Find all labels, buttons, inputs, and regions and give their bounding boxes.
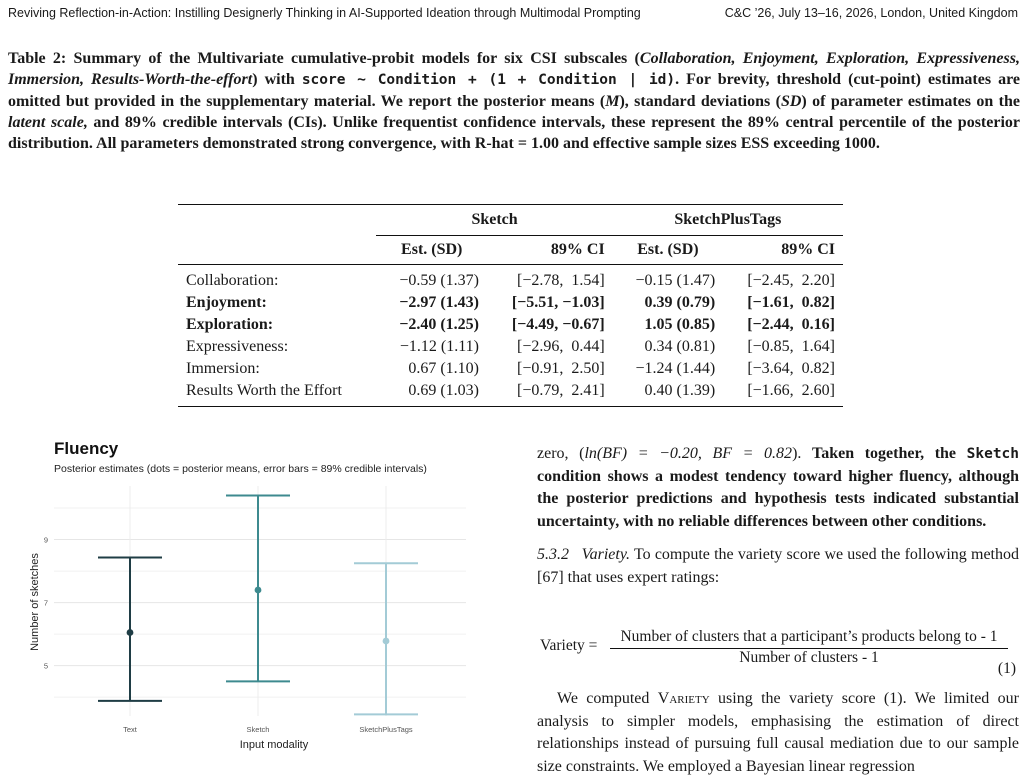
running-header-title: Reviving Reflection-in-Action: Instilling Designerly Thinking in AI-Supported Ideation through Multimodal Prompting	[8, 6, 641, 20]
para1-math: ln(BF) = −0.20, BF = 0.82	[584, 445, 793, 462]
tags-estimate: −1.24 (1.44)	[635, 360, 716, 377]
tags-ci: [−2.45, 2.20]	[747, 272, 835, 289]
chart-y-axis-label: Number of sketches	[29, 553, 41, 651]
results-table	[178, 204, 843, 407]
subheader-sketch-ci: 89% CI	[487, 236, 613, 265]
caption-subscales: Collaboration, Enjoyment, Exploration, Expressiveness, Immersion, Results-Worth-the-effort	[8, 50, 1020, 88]
paragraph-fluency-summary	[537, 443, 1019, 533]
table-caption	[8, 48, 1020, 154]
caption-text-2: ) with	[252, 71, 302, 88]
para3-text-a: We computed	[557, 690, 658, 707]
mean-point	[383, 638, 390, 645]
caption-text-3: . For brevity, threshold (cut-point) estimates are omitted but provided in the supplementary material. We report the posterior means (	[8, 71, 1021, 110]
tags-estimate: 0.40 (1.39)	[644, 382, 716, 399]
sketch-estimate: −0.59 (1.37)	[399, 272, 479, 289]
mean-point	[127, 629, 134, 636]
equation-denominator: Number of clusters - 1	[739, 649, 879, 666]
para1-text-a: zero, (	[537, 445, 585, 462]
running-header-venue: C&C ’26, July 13–16, 2026, London, United Kingdom	[724, 6, 1018, 20]
chart-x-axis-label: Input modality	[239, 739, 309, 751]
row-label: Collaboration:	[186, 272, 279, 289]
chart-x-ticks	[123, 725, 413, 734]
sketch-estimate: −1.12 (1.11)	[399, 338, 479, 355]
chart-title: Fluency	[54, 439, 119, 458]
table-body	[178, 265, 843, 407]
sketch-estimate: 0.67 (1.10)	[408, 360, 479, 377]
tags-estimate: 0.39 (0.79)	[644, 294, 716, 311]
caption-text-4: ), standard deviations (	[619, 93, 781, 110]
tags-estimate: 0.34 (0.81)	[644, 338, 716, 355]
running-header	[8, 6, 1018, 22]
sketch-ci: [−2.78, 1.54]	[517, 272, 605, 289]
para2-text: To compute the variety score we used the following method [67] that uses expert ratings:	[537, 546, 1019, 586]
para1-bold-a: Taken together, the	[812, 445, 967, 462]
tags-ci: [−1.66, 2.60]	[747, 382, 835, 399]
sketch-estimate: −2.40 (1.25)	[399, 316, 479, 333]
table-row	[178, 314, 843, 336]
para3-variety-sc: Variety	[657, 690, 710, 707]
y-tick-label: 9	[43, 535, 48, 545]
paragraph-variety-heading	[537, 544, 1019, 589]
equation-numerator: Number of clusters that a participant’s products belong to - 1	[620, 628, 998, 645]
equation-number: (1)	[997, 660, 1016, 677]
table-row	[178, 292, 843, 314]
tags-ci: [−0.85, 1.64]	[747, 338, 835, 355]
table-row	[178, 380, 843, 407]
tags-ci: [−2.44, 0.16]	[747, 316, 835, 333]
caption-text-5: ) of parameter estimates on the	[801, 93, 1021, 110]
sketch-estimate: −2.97 (1.43)	[399, 294, 479, 311]
results-table-wrap	[178, 204, 843, 407]
chart-subtitle: Posterior estimates (dots = posterior means, error bars = 89% credible intervals)	[54, 463, 427, 475]
section-title: Variety.	[581, 546, 631, 564]
mean-point	[255, 587, 262, 594]
group-header-sketch: Sketch	[376, 205, 612, 236]
subheader-sketch-est: Est. (SD)	[376, 236, 487, 265]
x-tick-label: Text	[123, 725, 137, 734]
row-label: Expressiveness:	[186, 338, 289, 355]
sketch-ci: [−2.96, 0.44]	[517, 338, 605, 355]
y-tick-label: 7	[43, 598, 48, 608]
para1-bold-mono: Sketch	[966, 446, 1020, 462]
para1-bold-b: condition shows a modest tendency toward higher fluency, although the posterior predictions and hypothesis tests indicated substantial uncertainty, with no reliable differences between other conditions.	[537, 467, 1019, 530]
sketch-ci: [−0.79, 2.41]	[517, 382, 605, 399]
sketch-estimate: 0.69 (1.03)	[408, 382, 479, 399]
section-number: 5.3.2	[537, 546, 569, 564]
caption-latent: latent scale,	[8, 114, 88, 131]
row-label: Enjoyment:	[186, 294, 267, 311]
tags-ci: [−3.64, 0.82]	[747, 360, 835, 377]
table-corner	[178, 205, 376, 236]
x-tick-label: Sketch	[246, 725, 270, 734]
y-tick-label: 5	[43, 661, 48, 671]
para3-text-b: using the variety score (1). We limited our analysis to simpler models, emphasising the estimation of direct relationships instead of pursuing full causal mediation due to our sample size constraints. We employed a Bayesian linear regression	[537, 690, 1019, 775]
caption-text-1: Table 2: Summary of the Multivariate cumulative-probit models for six CSI subscales (	[8, 50, 640, 67]
para1-text-b: ).	[792, 445, 812, 462]
subheader-tags-ci: 89% CI	[723, 236, 843, 265]
caption-text-6: and 89% credible intervals (CIs). Unlike frequentist confidence intervals, these represent the 89% central percentile of the posterior distribution. All parameters demonstrated strong convergence, with R-hat = 1.00 and effective sample sizes ESS exceeding 1000.	[8, 114, 1021, 152]
chart-y-ticks	[44, 536, 48, 671]
variety-equation	[540, 628, 1018, 682]
sketch-ci: [−0.91, 2.50]	[517, 360, 605, 377]
x-tick-label: SketchPlusTags	[359, 725, 413, 734]
error-bar-group	[226, 495, 290, 681]
tags-estimate: 1.05 (0.85)	[644, 316, 716, 333]
paragraph-variety-method	[537, 688, 1019, 778]
tags-estimate: −0.15 (1.47)	[635, 272, 716, 289]
table-row	[178, 358, 843, 380]
fluency-chart-svg	[28, 434, 498, 764]
subheader-tags-est: Est. (SD)	[613, 236, 723, 265]
row-label: Immersion:	[186, 360, 260, 377]
chart-series	[98, 495, 418, 714]
sketch-ci: [−5.51, −1.03]	[511, 294, 605, 311]
sketch-ci: [−4.49, −0.67]	[511, 316, 605, 333]
caption-sd: SD	[780, 93, 802, 110]
equation-lhs: Variety =	[540, 637, 598, 654]
table-row	[178, 265, 843, 293]
table-subheader-blank	[178, 236, 376, 265]
fluency-chart	[28, 434, 498, 764]
group-header-sketchplustags: SketchPlusTags	[613, 205, 843, 236]
table-row	[178, 336, 843, 358]
body-right-column	[537, 443, 1019, 590]
row-label: Results Worth the Effort	[186, 382, 342, 399]
error-bar-group	[354, 563, 418, 714]
error-bar-group	[98, 558, 162, 701]
caption-m: M	[605, 93, 620, 110]
tags-ci: [−1.61, 0.82]	[747, 294, 835, 311]
row-label: Exploration:	[186, 316, 274, 333]
caption-formula: score ∼ Condition + (1 + Condition | id)	[301, 72, 676, 88]
